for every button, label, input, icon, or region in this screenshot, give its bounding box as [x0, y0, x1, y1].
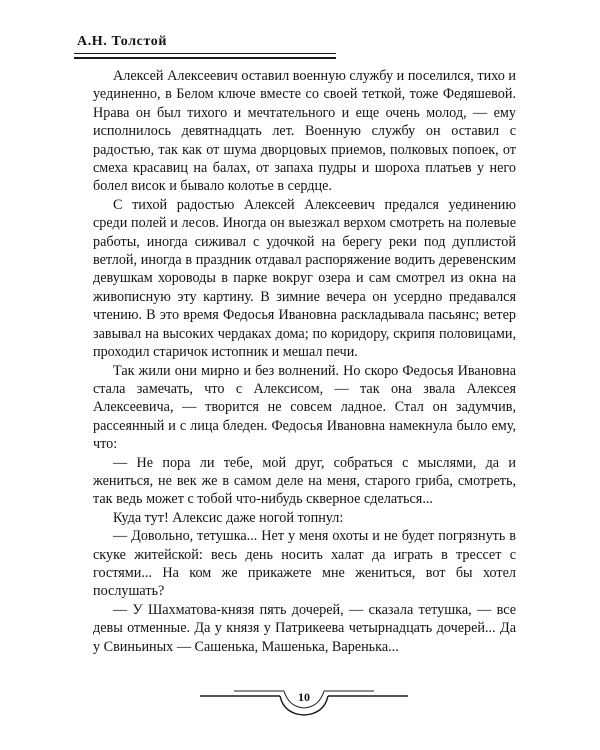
author-name: А.Н. Толстой — [77, 34, 168, 49]
paragraph: Так жили они мирно и без волнений. Но скоро Федосья Ивановна стала замечать, что с Алексисом, — так она звала Алексея Алексеевича, — творится не совсем ладное. Стал он задумчив, рассеянный и с лица бледен. Федосья Ивановна намекнула было ему, что: — [93, 362, 516, 453]
paragraph: С тихой радостью Алексей Алексеевич предался уединению среди полей и лесов. Иногда он выезжал верхом смотреть на полевые работы, иногда сиживал с удочкой на берегу реки под дуплистой ветлой, иногда в праздник отдавал распоряжение водить деревенским девушкам хороводы в парке вокруг озера и сам смотрел из окна на живописную эту картину. В зимние вечера он усердно предавался чтению. В это время Федосья Ивановна раскладывала пасьянс; ветер завывал на высоких чердаках дома; по коридору, скрипя половицами, проходил старичок истопник и мешал печи. — [93, 196, 516, 361]
page-number-ornament — [200, 680, 408, 720]
paragraph: Куда тут! Алексис даже ногой топнул: — [113, 509, 344, 526]
header-rule-thin — [74, 53, 336, 54]
dialogue-line: — У Шахматова-князя пять дочерей, — сказала тетушка, — все девы отменные. Да у князя у Патрикеева четырнадцать дочерей... Да у Свиньиных — Сашенька, Машенька, Варенька... — [93, 601, 516, 655]
header-rule-thick — [74, 57, 336, 59]
body-text — [93, 67, 516, 656]
paragraph: Алексей Алексеевич оставил военную службу и поселился, тихо и уединенно, в Белом ключе вместе со своей теткой, тоже Федяшевой. Нрава он был тихого и мечтательного и еще очень молод, — ему исполнилось девятнадцать лет. Военную службу он оставил с радостью, так как от шума дворцовых приемов, полковых попоек, от смеха красавиц на балах, от запаха пудры и шороха платьев у него болел висок и бывало колотье в сердце. — [93, 68, 516, 195]
dialogue-line: — Не пора ли тебе, мой друг, собраться с мыслями, да и жениться, не век же в самом деле на меня, старого гриба, смотреть, так ведь может с тобой что-нибудь скверное сделаться... — [93, 454, 516, 508]
running-head — [74, 34, 336, 50]
page-number: 10 — [298, 690, 310, 704]
dialogue-line: — Довольно, тетушка... Нет у меня охоты и не будет погрязнуть в скуке житейской: весь день носить халат да играть в трессет с гостями... На ком же прикажете мне жениться, вот бы хотел послушать? — [93, 528, 516, 600]
